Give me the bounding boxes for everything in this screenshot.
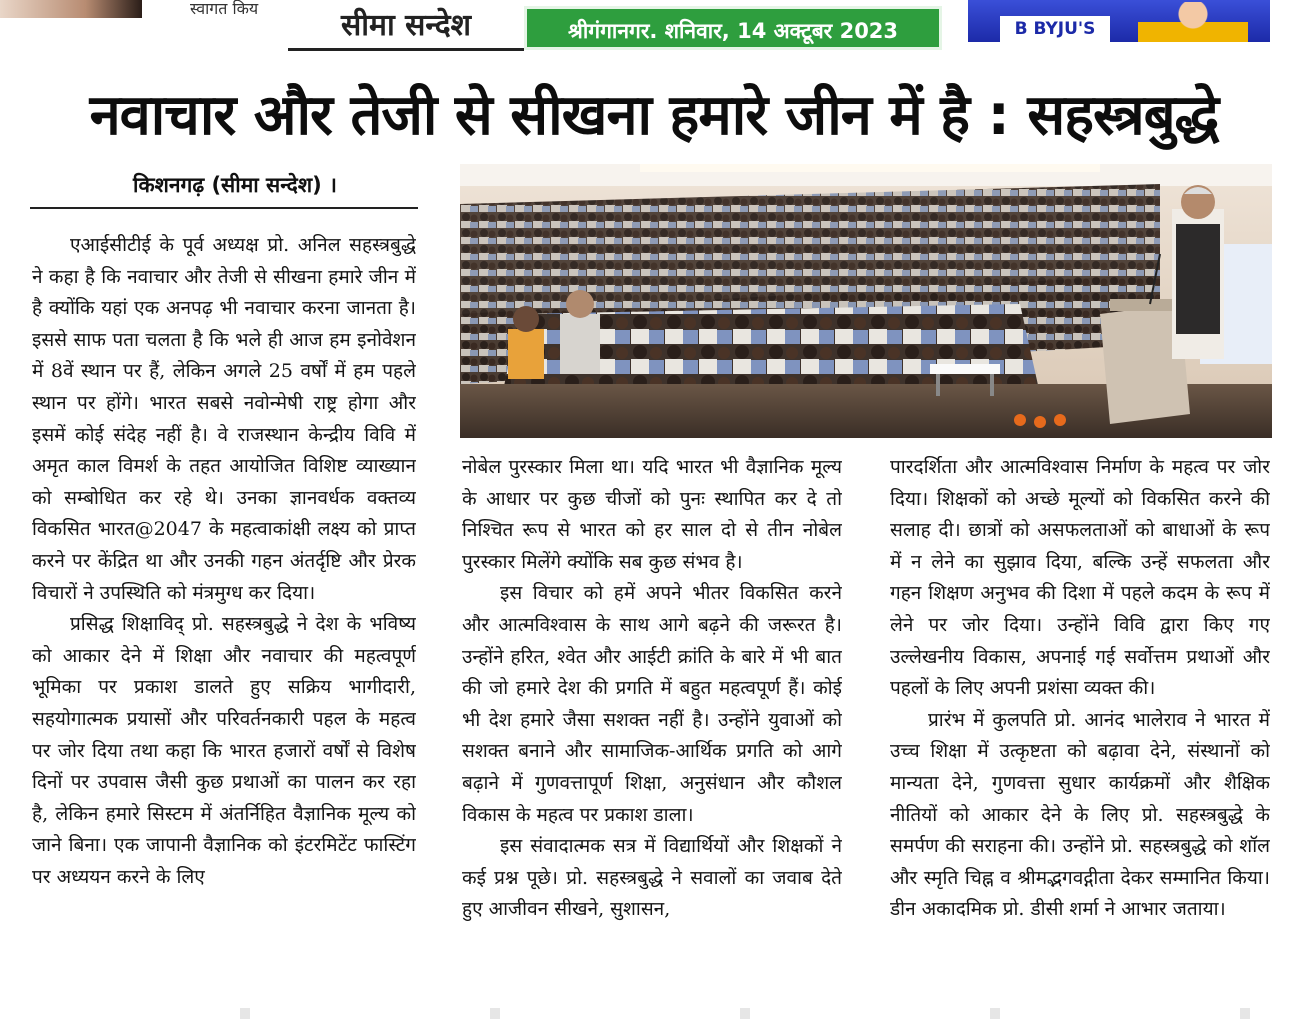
advertisement bbox=[968, 0, 1270, 42]
ad-figure bbox=[1138, 2, 1248, 42]
article-column-3 bbox=[890, 452, 1270, 994]
previous-article-caption: स्वागत किय bbox=[190, 0, 259, 18]
ad-logo: B BYJU'S bbox=[1000, 16, 1110, 42]
dateline: श्रीगंगानगर. शनिवार, 14 अक्टूबर 2023 bbox=[524, 6, 942, 50]
page-bottom-edge bbox=[0, 1008, 1308, 1019]
paragraph: पारदर्शिता और आत्मविश्वास निर्माण के महत्व पर जोर दिया। शिक्षकों को अच्छे मूल्यों को विकसित करने की सलाह दी। छात्रों को असफलताओं को बाधाओं के रूप में न लेने का सुझाव दिया, बल्कि उन्हें सफलता और गहन शिक्षण अनुभव की दिशा में पहले कदम के रूप में लेने पर जोर दिया। उन्होंने विवि द्वारा किए गए उल्लेखनीय विकास, अपनाई गई सर्वोत्तम प्रथाओं और पहलों के लिए अपनी प्रशंसा व्यक्त की। bbox=[890, 456, 1270, 700]
article-byline: किशनगढ़ (सीमा सन्देश) । bbox=[133, 173, 337, 197]
paragraph: इस संवादात्मक सत्र में विद्यार्थियों और शिक्षकों ने कई प्रश्न पूछे। प्रो. सहस्त्रबुद्धे ने सवालों का जवाब देते हुए आजीवन सीखने, सुशासन, bbox=[462, 835, 842, 921]
article-column-1 bbox=[32, 230, 416, 994]
paragraph: नोबेल पुरस्कार मिला था। यदि भारत भी वैज्ञानिक मूल्य के आधार पर कुछ चीजों को पुनः स्थापित कर दे तो निश्चित रूप से भारत को हर साल दो से तीन नोबेल पुरस्कार मिलेंगे क्योंकि सब कुछ संभव है। bbox=[462, 456, 842, 573]
paragraph: एआईसीटीई के पूर्व अध्यक्ष प्रो. अनिल सहस्त्रबुद्धे ने कहा है कि नवाचार और तेजी से सीखना हमारे जीन में है क्योंकि यहां एक अनपढ़ भी नवाचार करना जानता है। इससे साफ पता चलता है कि भले ही आज हम इनोवेशन में 8वें स्थान पर हैं, लेकिन अगले 25 वर्षों में हम पहले स्थान पर होंगे। भारत सबसे नवोन्मेषी राष्ट्र होगा और इसमें कोई संदेह नहीं है। वे राजस्थान केन्द्रीय विवि में अमृत काल विमर्श के तहत आयोजित विशिष्ट व्याख्यान को सम्बोधित कर रहे थे। उनका ज्ञानवर्धक वक्तव्य विकसित भारत@2047 के महत्वाकांक्षी लक्ष्य को प्राप्त करने पर केंद्रित था और उनकी गहन अंतर्दृष्टि और प्रेरक विचारों ने उपस्थिति को मंत्रमुग्ध कर दिया। bbox=[32, 234, 416, 604]
byline-divider bbox=[30, 207, 418, 209]
paragraph: प्रसिद्ध शिक्षाविद् प्रो. सहस्त्रबुद्धे ने देश के भविष्य को आकार देने में शिक्षा और नवाचार की महत्वपूर्ण भूमिका पर प्रकाश डालते हुए सक्रिय भागीदारी, सहयोगात्मक प्रयासों और परिवर्तनकारी पहल के महत्व पर जोर दिया तथा कहा कि भारत हजारों वर्षों से विशेष दिनों पर उपवास जैसी कुछ प्रथाओं का पालन कर रहा है, लेकिन हमारे सिस्टम में अंतर्निहित वैज्ञानिक मूल्य को जाने बिना। एक जापानी वैज्ञानिक को इंटरमिटेंट फास्टिंग पर अध्ययन करने के लिए bbox=[32, 613, 416, 888]
previous-article-photo bbox=[0, 0, 142, 18]
article-column-2 bbox=[462, 452, 842, 994]
lecture-hall-photo bbox=[460, 164, 1272, 438]
paragraph: प्रारंभ में कुलपति प्रो. आनंद भालेराव ने भारत में उच्च शिक्षा में उत्कृष्टता को बढ़ावा देने, संस्थानों को मान्यता देने, गुणवत्ता सुधार कार्यक्रमों और शैक्षिक नीतियों को आकार देने के लिए प्रो. सहस्त्रबुद्धे के समर्पण की सराहना की। उन्होंने प्रो. सहस्त्रबुद्धे को शॉल और स्मृति चिह्न व श्रीमद्भगवद्गीता देकर सम्मानित किया। डीन अकादमिक प्रो. डीसी शर्मा ने आभार जताया। bbox=[890, 708, 1270, 921]
paragraph: इस विचार को हमें अपने भीतर विकसित करने और आत्मविश्वास के साथ आगे बढ़ने की जरूरत है। उन्होंने हरित, श्वेत और आईटी क्रांति के बारे में भी बात की जो हमारे देश की प्रगति में बहुत महत्वपूर्ण हैं। कोई भी देश हमारे जैसा सशक्त नहीं है। उन्होंने युवाओं को सशक्त बनाने और सामाजिक-आर्थिक प्रगति को आगे बढ़ाने में गुणवत्तापूर्ण शिक्षा, अनुसंधान और कौशल विकास के महत्व पर प्रकाश डाला। bbox=[462, 582, 842, 826]
newspaper-masthead: सीमा सन्देश bbox=[288, 4, 524, 51]
top-strip bbox=[0, 0, 1308, 50]
article-headline: नवाचार और तेजी से सीखना हमारे जीन में है : सहस्त्रबुद्धे bbox=[89, 83, 1219, 148]
lecture-hall-illustration bbox=[460, 164, 1272, 438]
